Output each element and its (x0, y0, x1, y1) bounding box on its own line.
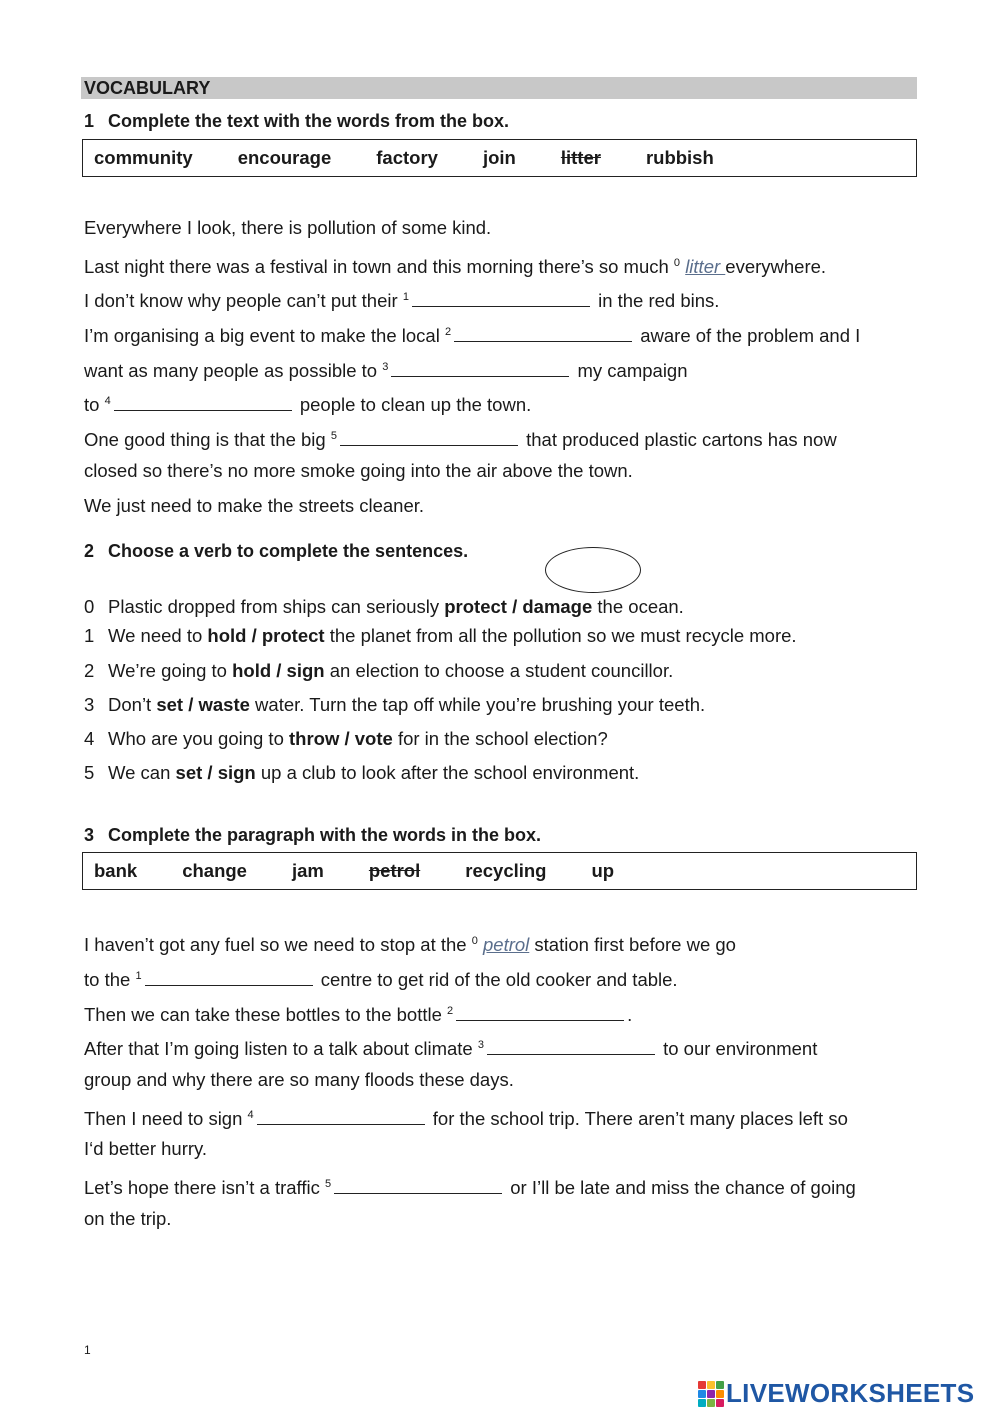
task1-line: We just need to make the streets cleaner. (84, 495, 425, 516)
drawn-oval-mark (545, 547, 641, 593)
verb-choice[interactable]: set / sign (175, 762, 256, 783)
task2-instruction: Choose a verb to complete the sentences. (108, 541, 469, 561)
logo-grid-icon (698, 1381, 724, 1407)
task1-line: I don’t know why people can’t put their $^1$ in the red bins. (84, 290, 720, 311)
task1-title (84, 111, 509, 132)
liveworksheets-logo (698, 1378, 974, 1409)
answer-blank-3[interactable] (391, 359, 569, 377)
word-box-item: jam (291, 860, 324, 881)
task2-sentence: 1 We need to hold / protect the planet from all the pollution so we must recycle more. (84, 625, 797, 646)
task1-word-box (82, 139, 917, 177)
word-box-item: join (482, 147, 516, 168)
task3-line: Then I need to sign $^4$ for the school trip. There aren’t many places left so (84, 1108, 848, 1129)
task1-line: Everywhere I look, there is pollution of some kind. (84, 217, 492, 238)
task3-number: 3 (84, 825, 95, 845)
example-answer: litter (685, 256, 726, 277)
word-box-item: community (94, 147, 193, 168)
task3-line: After that I’m going listen to a talk about climate $^3$ to our environment (84, 1038, 818, 1059)
task2-sentence: 0 Plastic dropped from ships can seriously protect / damage the ocean. (84, 596, 684, 617)
answer-blank-2[interactable] (454, 324, 632, 342)
word-box-item-used: petrol (368, 860, 421, 881)
task2-title (84, 541, 468, 562)
logo-text: LIVEWORKSHEETS (726, 1378, 975, 1408)
task2-sentence: 3 Don’t set / waste water. Turn the tap off while you’re brushing your teeth. (84, 694, 706, 715)
word-box-item: bank (94, 860, 138, 881)
answer-blank-4[interactable] (257, 1107, 425, 1125)
task1-number: 1 (84, 111, 95, 131)
task1-instruction: Complete the text with the words from the box. (108, 111, 510, 131)
verb-choice[interactable]: hold / sign (232, 660, 325, 681)
task3-line: group and why there are so many floods these days. (84, 1069, 514, 1090)
task3-title (84, 825, 541, 846)
task3-instruction: Complete the paragraph with the words in the box. (108, 825, 542, 845)
example-answer: petrol (483, 934, 530, 955)
task3-line: to the $^1$ centre to get rid of the old cooker and table. (84, 969, 678, 990)
word-box-item: change (182, 860, 247, 881)
task2-sentence: 4 Who are you going to throw / vote for in the school election? (84, 728, 608, 749)
task3-line: I haven’t got any fuel so we need to stop at the $^0$ petrol station first before we go (84, 934, 736, 955)
verb-choice[interactable]: throw / vote (289, 728, 393, 749)
answer-blank-5[interactable] (340, 428, 518, 446)
task3-word-box (82, 852, 917, 890)
page-number: 1 (84, 1343, 91, 1357)
word-box-item: factory (376, 147, 438, 168)
word-box-item-used: litter (560, 147, 601, 168)
verb-choice[interactable]: protect / damage (444, 596, 593, 617)
verb-choice[interactable]: set / waste (156, 694, 250, 715)
answer-blank-5[interactable] (334, 1176, 502, 1194)
task2-sentence: 5 We can set / sign up a club to look after the school environment. (84, 762, 640, 783)
word-box-item: up (591, 860, 615, 881)
answer-blank-3[interactable] (487, 1037, 655, 1055)
task1-line: Last night there was a festival in town and this morning there’s so much $^0$ litter everywhere. (84, 256, 827, 277)
task1-line: I’m organising a big event to make the local $^2$ aware of the problem and I (84, 325, 861, 346)
verb-choice[interactable]: hold / protect (207, 625, 325, 646)
word-box-item: rubbish (645, 147, 714, 168)
word-box-item: encourage (237, 147, 332, 168)
task3-line: on the trip. (84, 1208, 172, 1229)
task1-line: to $^4$ people to clean up the town. (84, 394, 532, 415)
answer-blank-1[interactable] (412, 289, 590, 307)
task2-number: 2 (84, 541, 95, 561)
task1-line: closed so there’s no more smoke going into the air above the town. (84, 460, 633, 481)
word-box-item: recycling (465, 860, 547, 881)
task1-line: want as many people as possible to $^3$ my campaign (84, 360, 688, 381)
answer-blank-1[interactable] (145, 968, 313, 986)
section-title: VOCABULARY (84, 78, 211, 98)
task2-sentence: 2 We’re going to hold / sign an election to choose a student councillor. (84, 660, 674, 681)
task1-line: One good thing is that the big $^5$ that produced plastic cartons has now (84, 429, 837, 450)
answer-blank-2[interactable] (456, 1003, 624, 1021)
answer-blank-4[interactable] (114, 393, 292, 411)
task3-line: Then we can take these bottles to the bottle $^2$ . (84, 1004, 633, 1025)
task3-line: I‘d better hurry. (84, 1138, 208, 1159)
task3-line: Let’s hope there isn’t a traffic $^5$ or I’ll be late and miss the chance of going (84, 1177, 856, 1198)
